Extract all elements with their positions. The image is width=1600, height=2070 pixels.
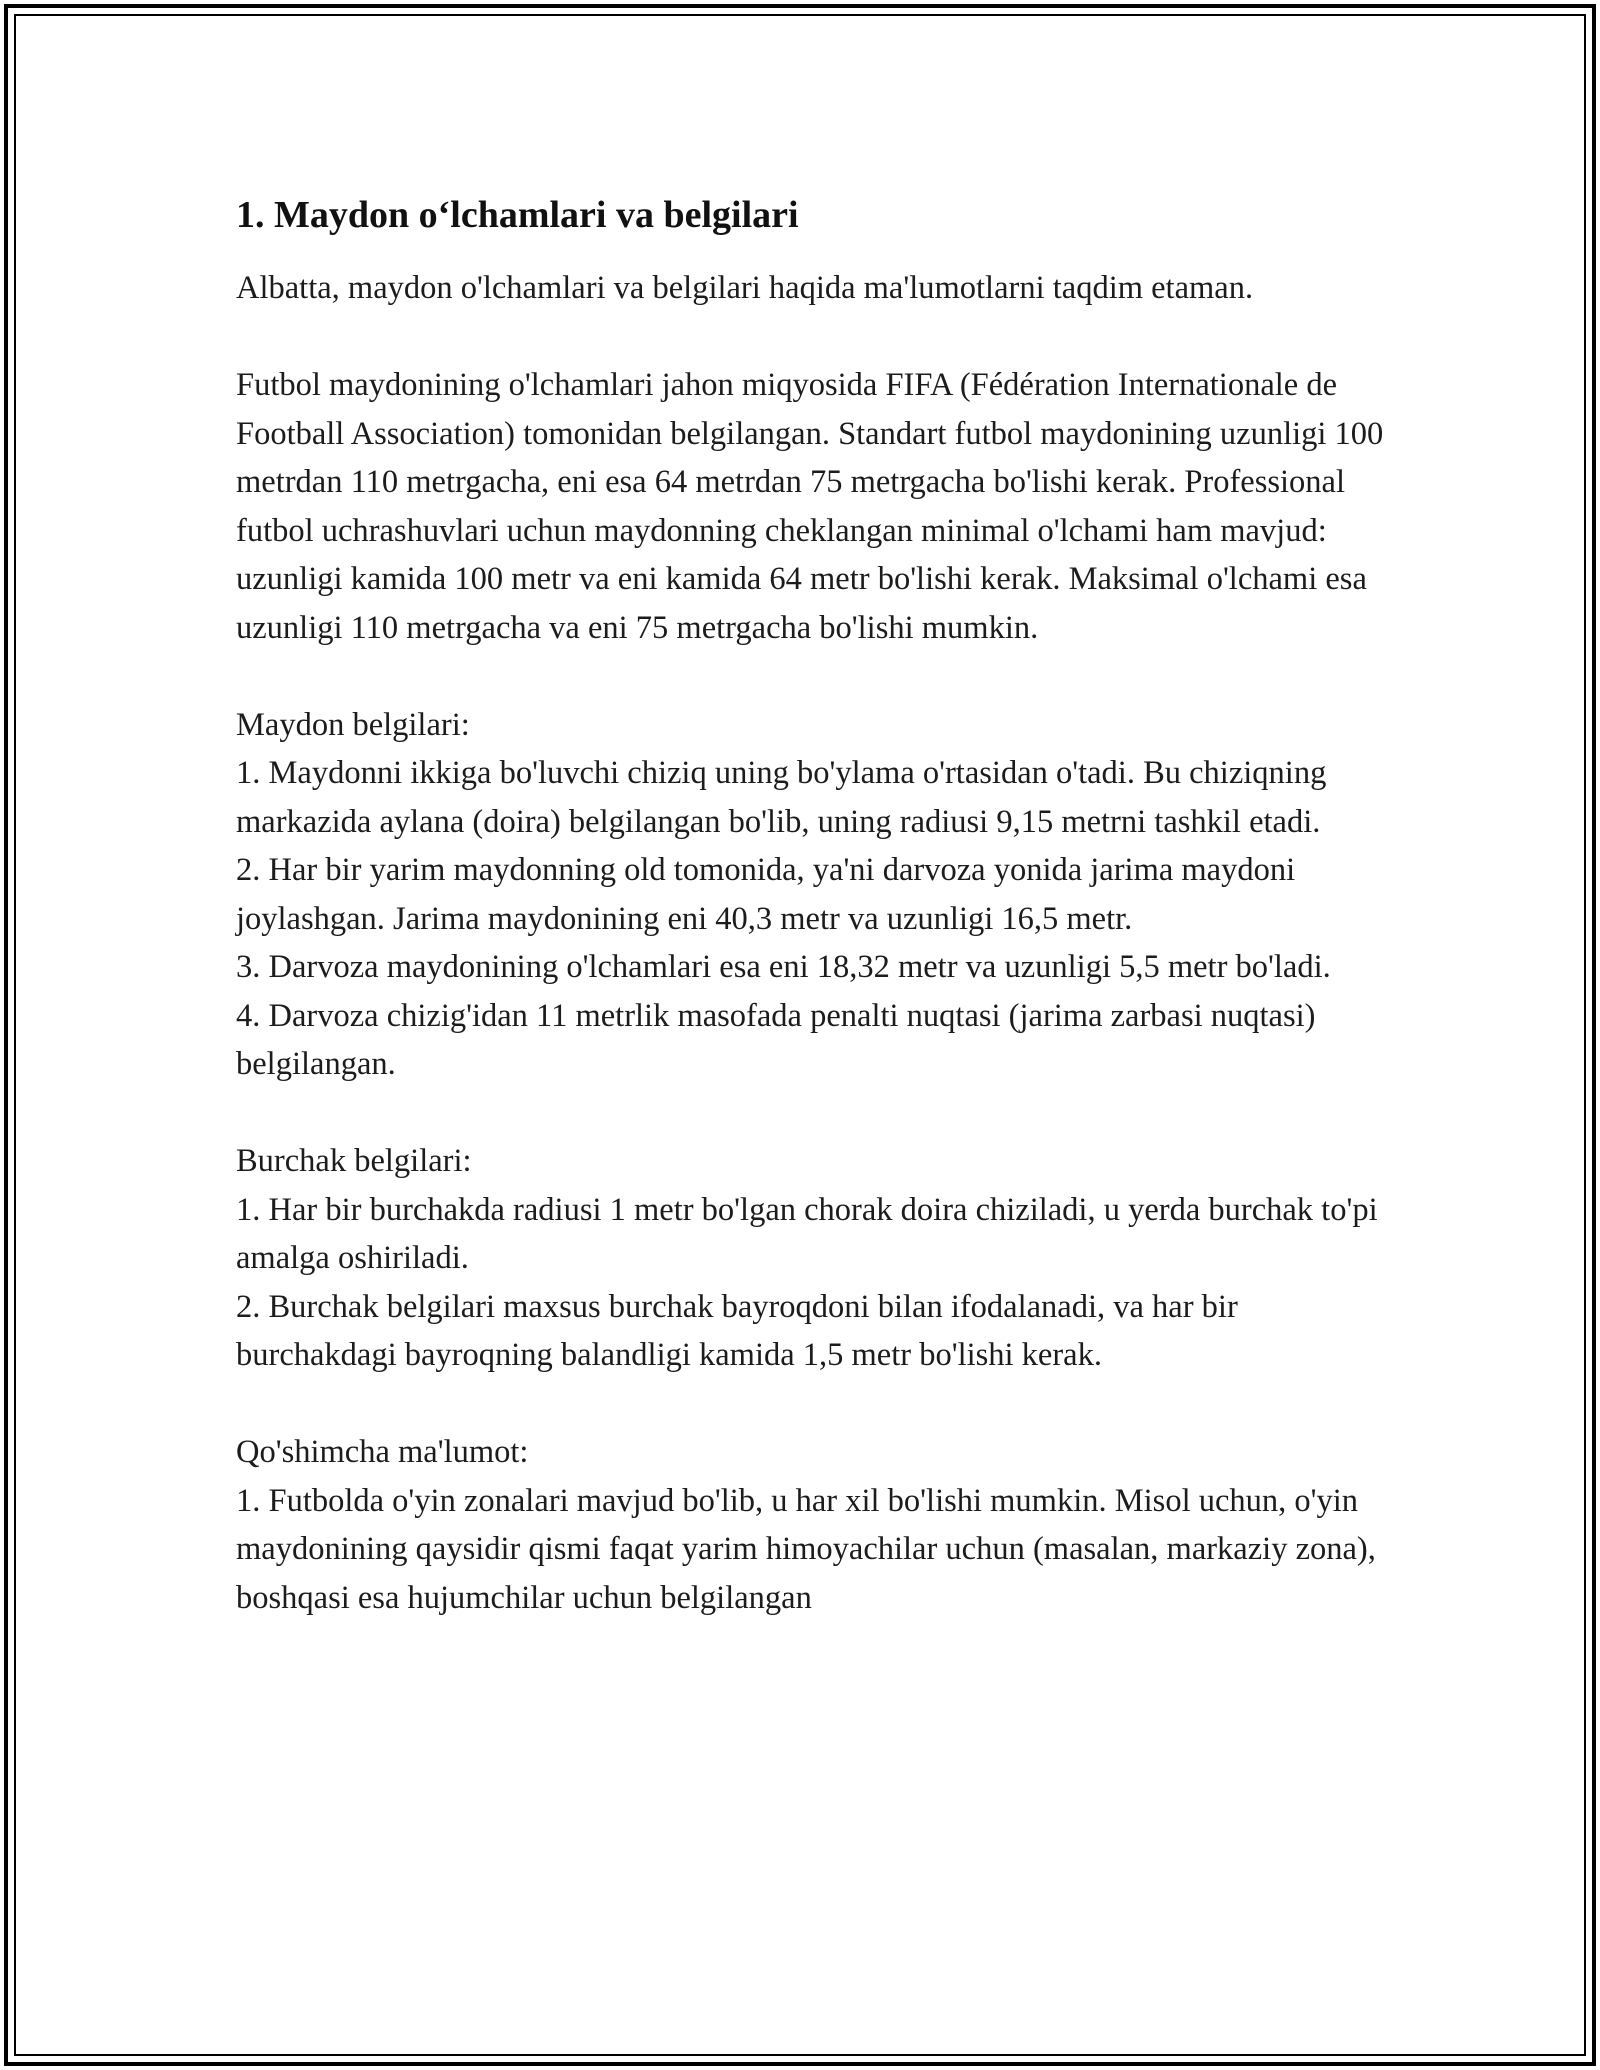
section-corner-markings	[236, 1137, 1386, 1380]
section-title: Burchak belgilari:	[236, 1143, 472, 1179]
list-item: 1. Har bir burchakda radiusi 1 metr bo'lgan chorak doira chiziladi, u yerda burchak to'pi amalga oshiriladi.	[236, 1191, 1378, 1276]
section-title: Maydon belgilari:	[236, 706, 470, 743]
document-title: 1. Maydon o‘lchamlari va belgilari	[236, 194, 799, 236]
list-item: 1. Futbolda o'yin zonalari mavjud bo'lib, u har xil bo'lishi mumkin. Misol uchun, o'yin maydonining qaysidir qismi faqat yarim himoyachilar uchun (masalan, markaziy zona), boshqasi esa hujumchilar uchun belgilangan	[236, 1482, 1376, 1616]
dimensions-paragraph: Futbol maydonining o'lchamlari jahon miqyosida FIFA (Fédération Internationale de Football Association) tomonidan belgilangan. Standart futbol maydonining uzunligi 100 metrdan 110 metrgacha, eni esa 64 metrdan 75 metrgacha bo'lishi kerak. Professional futbol uchrashuvlari uchun maydonning cheklangan minimal o'lchami ham mavjud: uzunligi kamida 100 metr va eni kamida 64 metr bo'lishi kerak. Maksimal o'lchami esa uzunligi 110 metrgacha va eni 75 metrgacha bo'lishi mumkin.	[236, 367, 1384, 646]
section-title: Qo'shimcha ma'lumot:	[236, 1434, 529, 1470]
list-item: 2. Burchak belgilari maxsus burchak bayroqdoni bilan ifodalanadi, va har bir burchakdagi bayroqning balandligi kamida 1,5 metr bo'lishi kerak.	[236, 1288, 1238, 1373]
section-additional-info	[236, 1428, 1386, 1622]
list-item: 1. Maydonni ikkiga bo'luvchi chiziq uning bo'ylama o'rtasidan o'tadi. Bu chiziqning markazida aylana (doira) belgilangan bo'lib, uning radiusi 9,15 metrni tashkil etadi.	[236, 755, 1327, 840]
list-item: 2. Har bir yarim maydonning old tomonida, ya'ni darvoza yonida jarima maydoni joylashgan. Jarima maydonining eni 40,3 metr va uzunligi 16,5 metr.	[236, 852, 1296, 937]
intro-paragraph: Albatta, maydon o'lchamlari va belgilari haqida ma'lumotlarni taqdim etaman.	[236, 270, 1254, 306]
section-field-markings	[236, 701, 1386, 1089]
list-item: 4. Darvoza chizig'idan 11 metrlik masofada penalti nuqtasi (jarima zarbasi nuqtasi) belgilangan.	[236, 997, 1316, 1082]
document-body	[236, 190, 1386, 1622]
list-item: 3. Darvoza maydonining o'lchamlari esa eni 18,32 metr va uzunligi 5,5 metr bo'ladi.	[236, 949, 1331, 985]
